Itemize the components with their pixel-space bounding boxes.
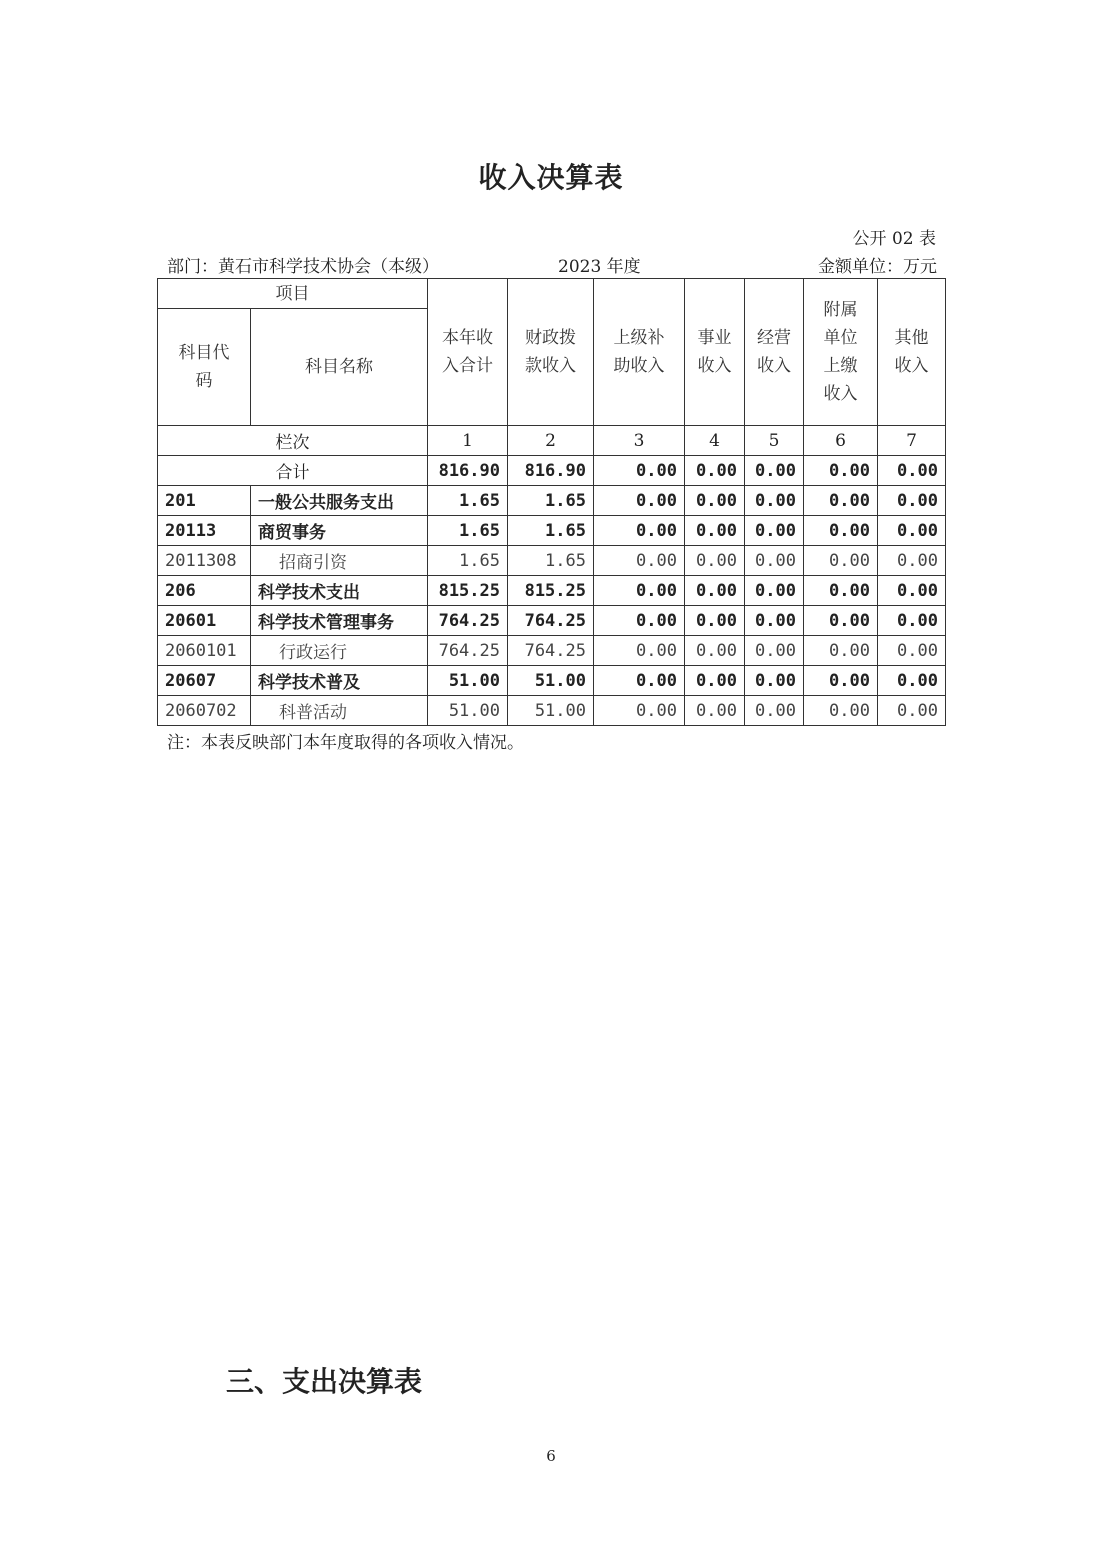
- row-value: 0.00: [685, 516, 745, 546]
- row-value: 0.00: [878, 546, 946, 576]
- table-row: [158, 576, 946, 606]
- header-item: 项目: [158, 279, 428, 309]
- row-value: 0.00: [878, 696, 946, 726]
- row-value: 0.00: [804, 576, 878, 606]
- department-label: 部门：黄石市科学技术协会（本级）: [167, 257, 439, 277]
- row-code: 201: [158, 486, 251, 516]
- table-row: [158, 546, 946, 576]
- row-code: 20113: [158, 516, 251, 546]
- row-value: 0.00: [745, 486, 804, 516]
- row-code: 2011308: [158, 546, 251, 576]
- row-value: 1.65: [428, 486, 508, 516]
- table-row: [158, 606, 946, 636]
- column-number: 6: [804, 426, 878, 456]
- column-number: 3: [594, 426, 685, 456]
- row-value: 0.00: [878, 516, 946, 546]
- row-name: 商贸事务: [251, 516, 428, 546]
- row-value: 0.00: [878, 576, 946, 606]
- row-value: 1.65: [428, 516, 508, 546]
- page-number: 6: [546, 1447, 556, 1465]
- header-code: 科目代码: [158, 309, 251, 426]
- column-number-label: 栏次: [158, 426, 428, 456]
- row-value: 0.00: [804, 636, 878, 666]
- header-col-2: 财政拨款收入: [508, 279, 594, 426]
- table-row: [158, 516, 946, 546]
- row-value: 764.25: [508, 636, 594, 666]
- row-value: 0.00: [685, 576, 745, 606]
- header-col-4: 事业收入: [685, 279, 745, 426]
- row-value: 1.65: [508, 546, 594, 576]
- row-value: 0.00: [878, 636, 946, 666]
- row-code: 206: [158, 576, 251, 606]
- row-value: 1.65: [428, 546, 508, 576]
- table-row: [158, 666, 946, 696]
- row-value: 0.00: [594, 636, 685, 666]
- row-value: 0.00: [594, 606, 685, 636]
- row-value: 0.00: [878, 486, 946, 516]
- total-value: 816.90: [508, 456, 594, 486]
- row-value: 0.00: [804, 696, 878, 726]
- total-value: 816.90: [428, 456, 508, 486]
- row-value: 0.00: [878, 666, 946, 696]
- column-number: 7: [878, 426, 946, 456]
- row-value: 0.00: [685, 546, 745, 576]
- header-col-7: 其他收入: [878, 279, 946, 426]
- year-label: 2023 年度: [558, 257, 641, 277]
- row-value: 0.00: [685, 486, 745, 516]
- row-value: 0.00: [745, 606, 804, 636]
- total-value: 0.00: [745, 456, 804, 486]
- header-col-1: 本年收入合计: [428, 279, 508, 426]
- row-value: 764.25: [428, 606, 508, 636]
- row-value: 0.00: [594, 486, 685, 516]
- row-name: 行政运行: [251, 636, 428, 666]
- row-value: 0.00: [745, 546, 804, 576]
- row-value: 0.00: [745, 516, 804, 546]
- row-value: 0.00: [878, 606, 946, 636]
- row-value: 0.00: [745, 696, 804, 726]
- row-value: 764.25: [508, 606, 594, 636]
- row-value: 0.00: [685, 606, 745, 636]
- row-value: 51.00: [508, 696, 594, 726]
- total-label: 合计: [158, 456, 428, 486]
- row-value: 0.00: [685, 666, 745, 696]
- row-value: 51.00: [428, 696, 508, 726]
- table-row: [158, 486, 946, 516]
- row-value: 0.00: [804, 666, 878, 696]
- row-code: 20607: [158, 666, 251, 696]
- row-value: 0.00: [594, 666, 685, 696]
- total-value: 0.00: [594, 456, 685, 486]
- meta-row: [167, 252, 937, 276]
- row-code: 2060101: [158, 636, 251, 666]
- row-value: 1.65: [508, 486, 594, 516]
- column-number: 1: [428, 426, 508, 456]
- row-value: 51.00: [428, 666, 508, 696]
- header-col-5: 经营收入: [745, 279, 804, 426]
- row-code: 20601: [158, 606, 251, 636]
- row-value: 0.00: [594, 516, 685, 546]
- row-value: 0.00: [594, 546, 685, 576]
- page-title: 收入决算表: [478, 161, 624, 194]
- table-note: 注：本表反映部门本年度取得的各项收入情况。: [167, 733, 524, 753]
- column-number: 4: [685, 426, 745, 456]
- total-value: 0.00: [878, 456, 946, 486]
- row-value: 1.65: [508, 516, 594, 546]
- row-value: 0.00: [685, 636, 745, 666]
- header-col-6: 附属单位上缴收入: [804, 279, 878, 426]
- table-row: [158, 636, 946, 666]
- row-value: 0.00: [804, 546, 878, 576]
- header-col-3: 上级补助收入: [594, 279, 685, 426]
- row-value: 0.00: [804, 606, 878, 636]
- row-code: 2060702: [158, 696, 251, 726]
- total-value: 0.00: [685, 456, 745, 486]
- total-value: 0.00: [804, 456, 878, 486]
- row-value: 0.00: [594, 696, 685, 726]
- row-name: 招商引资: [251, 546, 428, 576]
- row-value: 0.00: [594, 576, 685, 606]
- row-name: 科学技术管理事务: [251, 606, 428, 636]
- row-name: 科学技术支出: [251, 576, 428, 606]
- row-value: 0.00: [804, 486, 878, 516]
- row-value: 764.25: [428, 636, 508, 666]
- row-name: 科普活动: [251, 696, 428, 726]
- row-value: 0.00: [685, 696, 745, 726]
- row-value: 51.00: [508, 666, 594, 696]
- table-row: [158, 696, 946, 726]
- total-row: [158, 456, 946, 486]
- header-name: 科目名称: [251, 309, 428, 426]
- section-heading: 三、支出决算表: [226, 1365, 423, 1398]
- income-table: [157, 278, 946, 726]
- row-value: 815.25: [428, 576, 508, 606]
- column-number: 5: [745, 426, 804, 456]
- row-value: 0.00: [745, 576, 804, 606]
- unit-label: 金额单位：万元: [818, 257, 937, 277]
- column-number: 2: [508, 426, 594, 456]
- row-value: 815.25: [508, 576, 594, 606]
- row-value: 0.00: [804, 516, 878, 546]
- row-name: 科学技术普及: [251, 666, 428, 696]
- row-value: 0.00: [745, 636, 804, 666]
- form-number: 公开 02 表: [852, 229, 936, 249]
- row-name: 一般公共服务支出: [251, 486, 428, 516]
- row-value: 0.00: [745, 666, 804, 696]
